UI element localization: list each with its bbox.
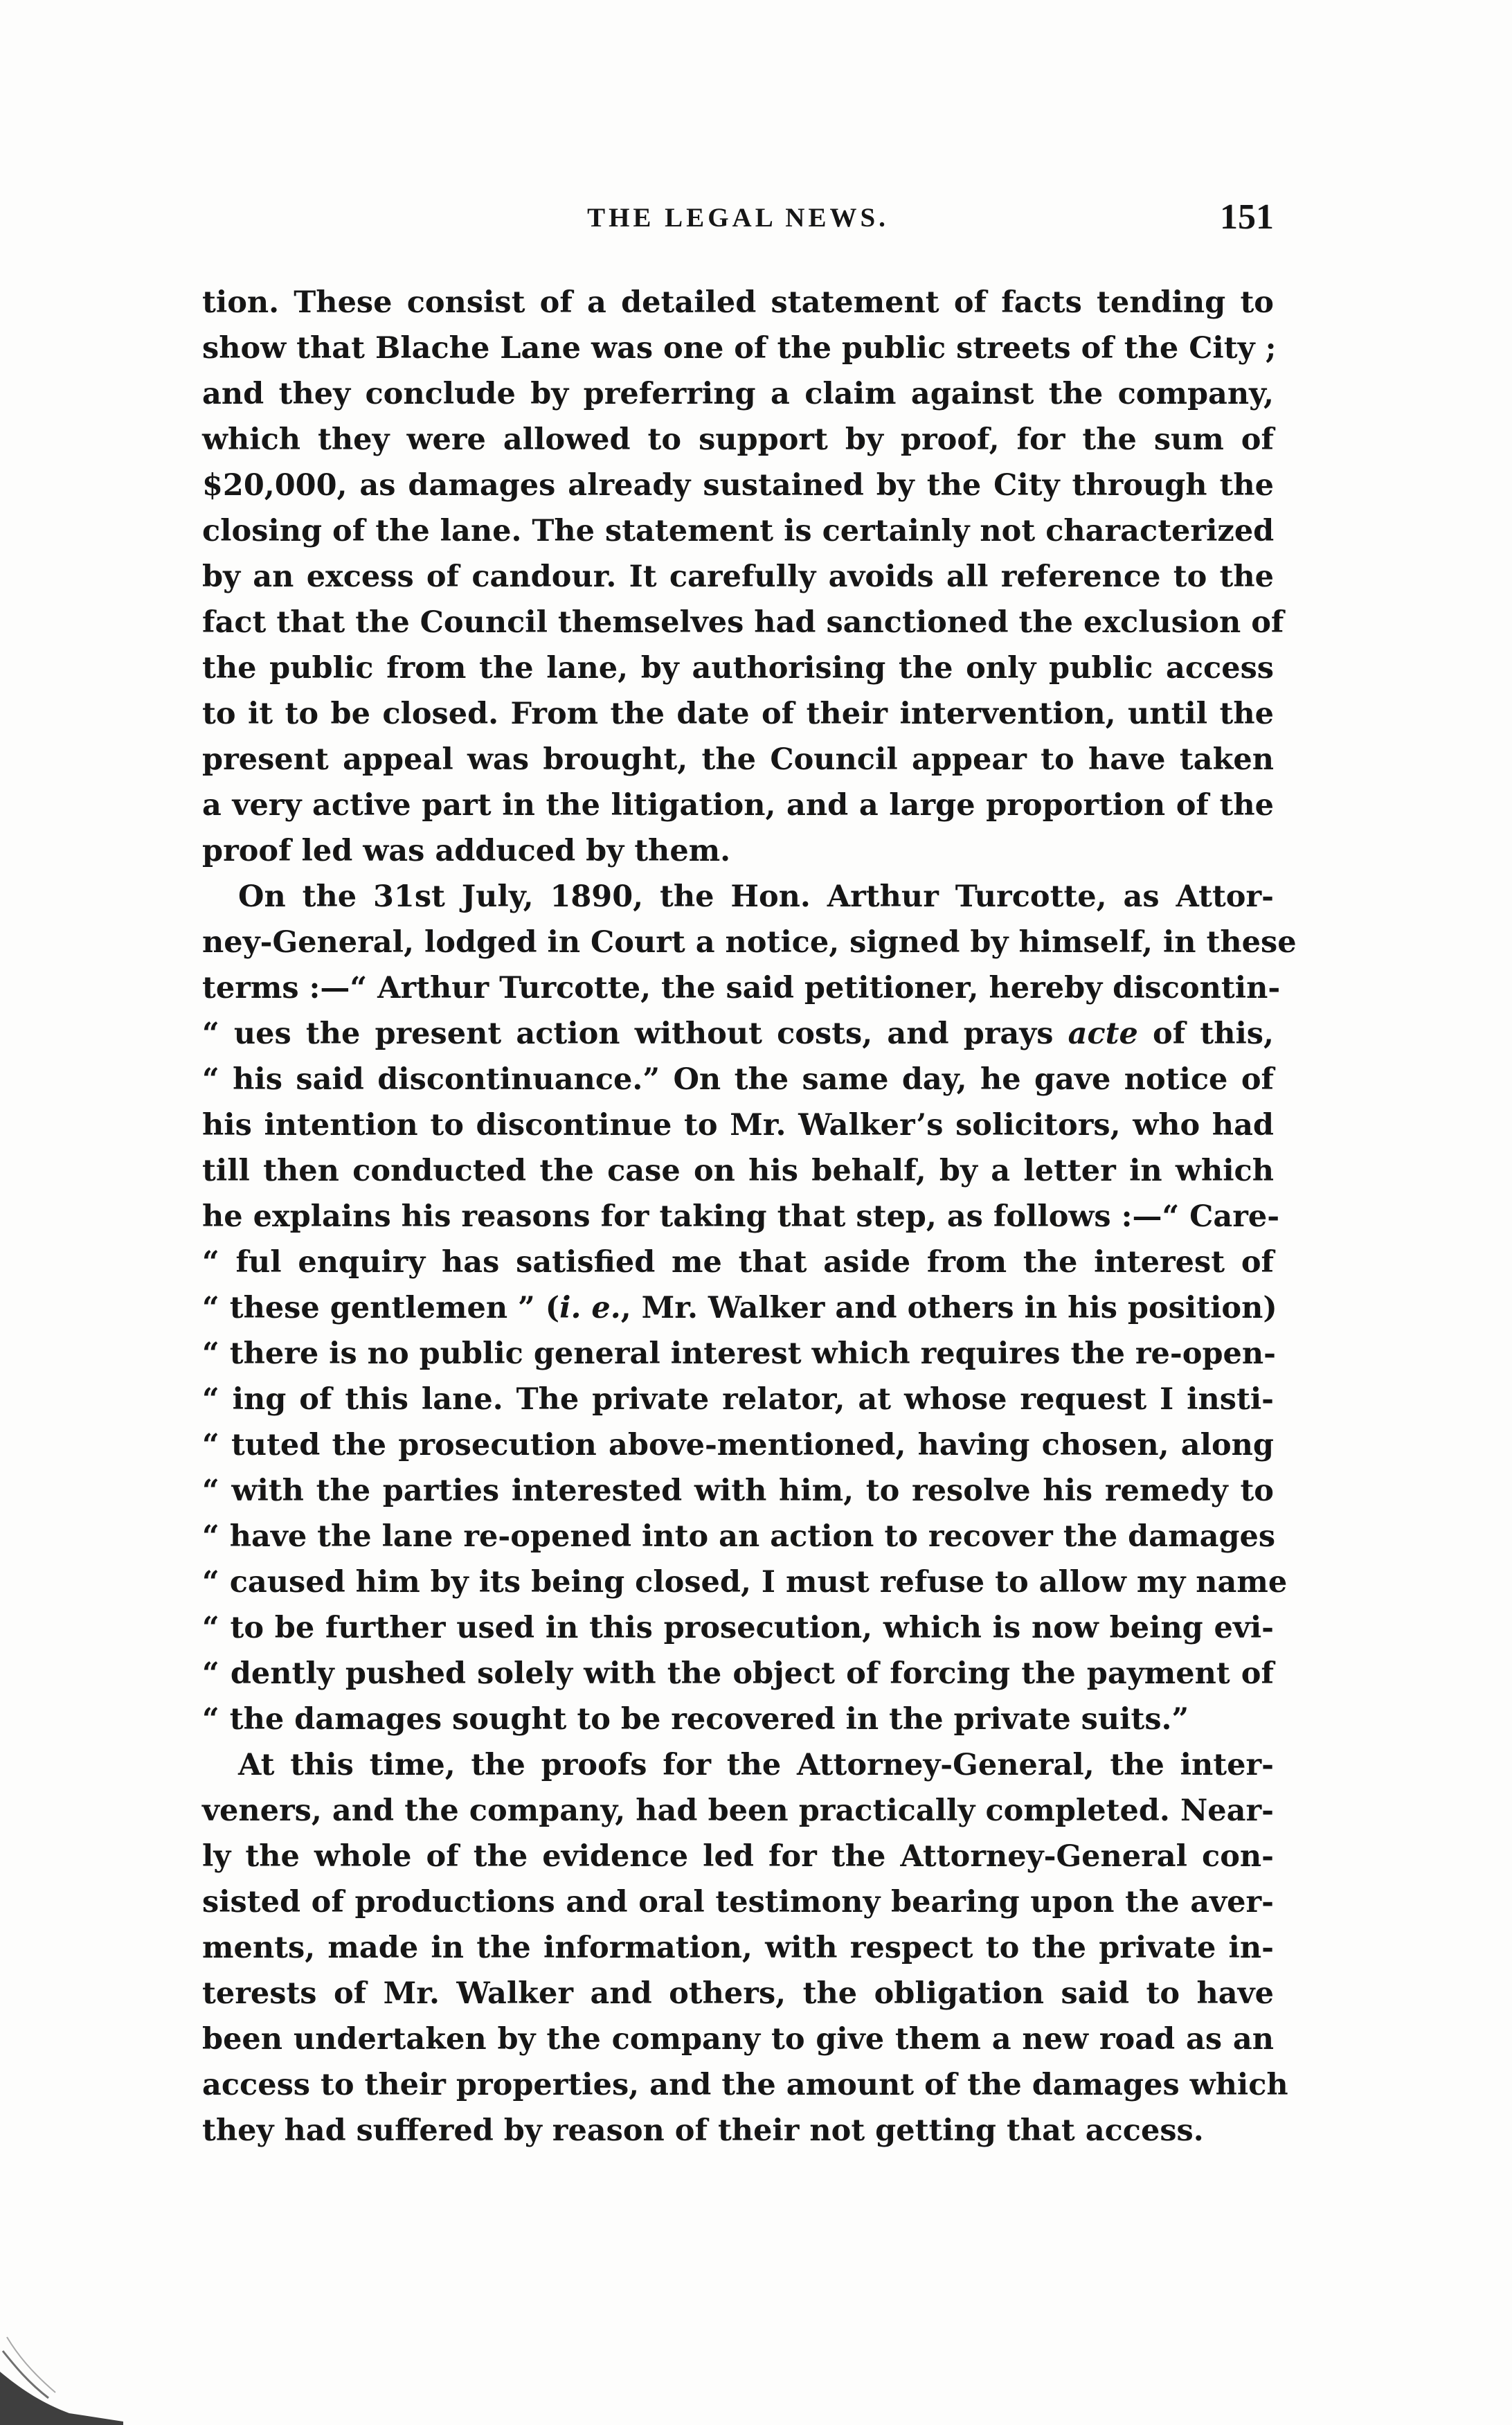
paragraph (202, 874, 1297, 1742)
text-line: sisted of productions and oral testimony bearing upon the aver- (202, 1885, 1274, 1920)
text-line: veners, and the company, had been practically completed. Near- (202, 1793, 1274, 1828)
text-line: to it to be closed. From the date of their intervention, until the (202, 697, 1274, 731)
running-title: THE LEGAL NEWS. (587, 203, 889, 233)
text-line: “ there is no public general interest which requires the re-open- (202, 1336, 1276, 1371)
text-line: ments, made in the information, with respect to the private in- (202, 1931, 1274, 1965)
text-line: “ have the lane re-opened into an action to recover the damages (202, 1519, 1276, 1554)
text-line: “ ful enquiry has satisfied me that aside from the interest of (202, 1245, 1274, 1280)
text-line: ney-General, lodged in Court a notice, signed by himself, in these (202, 925, 1297, 960)
text-line: a very active part in the litigation, and a large proportion of the (202, 788, 1274, 823)
text-line: and they conclude by preferring a claim against the company, (202, 377, 1274, 411)
text-line: terms :—“ Arthur Turcotte, the said petitioner, hereby discontin- (202, 971, 1281, 1005)
scan-edge-mark (0, 2323, 125, 2425)
text-line: he explains his reasons for taking that step, as follows :—“ Care- (202, 1199, 1280, 1234)
text-line: present appeal was brought, the Council appear to have taken (202, 742, 1274, 777)
text-line: they had suffered by reason of their not getting that access. (202, 2113, 1204, 2148)
text-line: access to their properties, and the amount of the damages which (202, 2068, 1288, 2102)
text-line: “ the damages sought to be recovered in the private suits.” (202, 1702, 1189, 1737)
text-line: which they were allowed to support by proof, for the sum of (202, 422, 1274, 457)
text-line: “ to be further used in this prosecution, which is now being evi- (202, 1611, 1274, 1645)
text-line: On the 31st July, 1890, the Hon. Arthur Turcotte, as Attor- (238, 879, 1274, 914)
paragraph (202, 1742, 1288, 2154)
body-text (202, 280, 1297, 2154)
page-number: 151 (1220, 197, 1274, 237)
text-line: show that Blache Lane was one of the public streets of the City ; (202, 331, 1277, 366)
text-line: “ with the parties interested with him, to resolve his remedy to (202, 1474, 1274, 1508)
text-line: been undertaken by the company to give them a new road as an (202, 2022, 1274, 2057)
text-line: tion. These consist of a detailed statement of facts tending to (202, 285, 1274, 320)
text-line: “ ing of this lane. The private relator, at whose request I insti- (202, 1382, 1274, 1417)
text-line: his intention to discontinue to Mr. Walker’s solicitors, who had (202, 1108, 1274, 1143)
paragraph (202, 280, 1284, 874)
text-line: the public from the lane, by authorising the only public access (202, 651, 1274, 686)
text-line: by an excess of candour. It carefully avoids all reference to the (202, 560, 1274, 594)
text-line: “ these gentlemen ” (i. e., Mr. Walker and others in his position) (202, 1291, 1277, 1325)
text-line: “ ues the present action without costs, and prays acte of this, (202, 1017, 1274, 1051)
text-line: “ dently pushed solely with the object of forcing the payment of (202, 1656, 1274, 1691)
text-line: $20,000, as damages already sustained by the City through the (202, 468, 1274, 503)
text-line: proof led was adduced by them. (202, 834, 731, 868)
text-line: terests of Mr. Walker and others, the obligation said to have (202, 1976, 1274, 2011)
text-line: “ his said discontinuance.” On the same day, he gave notice of (202, 1062, 1274, 1097)
text-line: At this time, the proofs for the Attorney-General, the inter- (238, 1748, 1274, 1782)
text-line: till then conducted the case on his behalf, by a letter in which (202, 1154, 1274, 1188)
text-line: “ tuted the prosecution above-mentioned, having chosen, along (202, 1428, 1274, 1462)
text-line: fact that the Council themselves had sanctioned the exclusion of (202, 605, 1284, 640)
text-line: closing of the lane. The statement is certainly not characterized (202, 514, 1275, 548)
text-line: ly the whole of the evidence led for the Attorney-General con- (202, 1839, 1274, 1874)
page-header (202, 197, 1274, 252)
text-line: “ caused him by its being closed, I must refuse to allow my name (202, 1565, 1288, 1600)
